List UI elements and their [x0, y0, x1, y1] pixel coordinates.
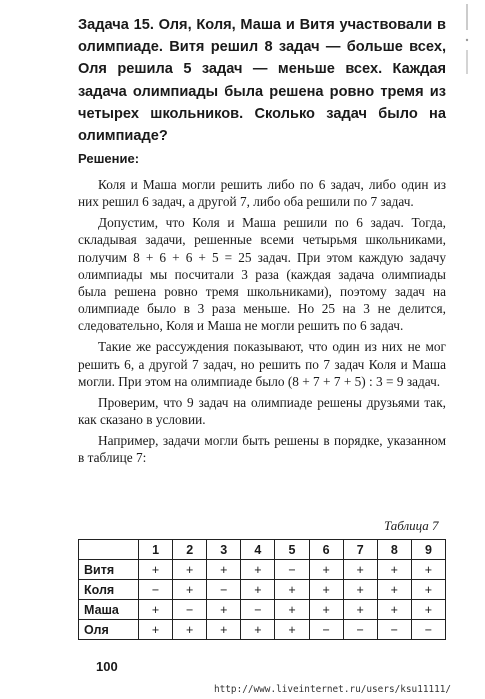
table-caption: Таблица 7 [384, 518, 439, 533]
table-corner-cell [79, 540, 139, 560]
table-cell: + [241, 560, 275, 580]
column-header: 7 [343, 540, 377, 560]
table-cell: + [343, 600, 377, 620]
solution-paragraph: Коля и Маша могли решить либо по 6 задач, либо один из них решил 6 задач, а другой 7, либо оба решили по 7 задач. [78, 177, 446, 210]
problem-statement [78, 14, 446, 147]
row-name: Оля [79, 620, 139, 640]
column-header: 8 [377, 540, 411, 560]
table-cell: + [377, 600, 411, 620]
table-cell: + [411, 580, 445, 600]
table-cell: − [309, 620, 343, 640]
table-header-row [79, 540, 446, 560]
page-number: 100 [96, 659, 118, 674]
column-header: 5 [275, 540, 309, 560]
row-name: Маша [79, 600, 139, 620]
solution-paragraph: Например, задачи могли быть решены в порядке, указанном в таблице 7: [78, 433, 446, 466]
row-name: Коля [79, 580, 139, 600]
table-cell: + [173, 560, 207, 580]
table-cell: + [139, 600, 173, 620]
table-cell: − [377, 620, 411, 640]
solution-heading: Решение: [78, 151, 140, 166]
table-cell: + [309, 560, 343, 580]
row-name: Витя [79, 560, 139, 580]
table-row [79, 620, 446, 640]
table-cell: − [207, 580, 241, 600]
table-cell: + [207, 600, 241, 620]
column-header: 9 [411, 540, 445, 560]
table-cell: − [275, 560, 309, 580]
column-header: 6 [309, 540, 343, 560]
table-cell: + [207, 620, 241, 640]
problem-text: Оля, Коля, Маша и Витя участвовали в олимпиаде. Витя решил 8 задач — больше всех, Оля решила 5 задач — меньше всех. Каждая задача олимпиады была решена ровно тремя из четырех школьников. Сколько задач было на олимпиаде? [78, 17, 446, 145]
table-cell: + [173, 580, 207, 600]
solution-paragraph: Допустим, что Коля и Маша решили по 6 задач. Тогда, складывая задачи, решенные всеми четырьмя школьниками, получим 8 + 6 + 6 + 5 = 25 задач. При этом каждую задачу олимпиады мы посчитали 3 раза (каждая задача олимпиады была решена ровно тремя школьниками), поэтому задач на олимпиаде было в 3 раза меньше. Но 25 на 3 не делится, следовательно, Коля и Маша не могли решить по 6 задач. [78, 215, 446, 334]
table-row [79, 580, 446, 600]
column-header: 2 [173, 540, 207, 560]
solution-body [78, 176, 446, 471]
table-row [79, 600, 446, 620]
table-cell: + [377, 560, 411, 580]
table-cell: + [309, 580, 343, 600]
table-cell: + [343, 560, 377, 580]
solutions-table [78, 539, 446, 640]
solution-paragraph: Проверим, что 9 задач на олимпиаде решены друзьями так, как сказано в условии. [78, 394, 446, 428]
problem-label: Задача 15. [78, 17, 154, 33]
column-header: 3 [207, 540, 241, 560]
solution-paragraph: Такие же рассуждения показывают, что один из них не мог решить 6, а другой 7 задач, но решить по 7 задач Коля и Маша могли. При этом на олимпиаде было (8 + 7 + 7 + 5) : 3 = 9 задач. [78, 339, 446, 389]
table-cell: + [241, 620, 275, 640]
table-cell: + [377, 580, 411, 600]
table-cell: + [241, 580, 275, 600]
table-cell: − [411, 620, 445, 640]
table-cell: − [343, 620, 377, 640]
table-cell: + [343, 580, 377, 600]
table-cell: − [173, 600, 207, 620]
table-cell: + [411, 560, 445, 580]
table-cell: − [139, 580, 173, 600]
table-cell: + [275, 580, 309, 600]
table-cell: + [207, 560, 241, 580]
watermark-url: http://www.liveinternet.ru/users/ksu11111/ [214, 684, 452, 695]
table-row [79, 560, 446, 580]
column-header: 4 [241, 540, 275, 560]
table-cell: + [411, 600, 445, 620]
column-header: 1 [139, 540, 173, 560]
table-cell: + [173, 620, 207, 640]
table-cell: + [309, 600, 343, 620]
table-cell: + [139, 620, 173, 640]
table-cell: − [241, 600, 275, 620]
table-cell: + [275, 620, 309, 640]
table-cell: + [275, 600, 309, 620]
table-cell: + [139, 560, 173, 580]
scan-edge-mark-icon [461, 0, 473, 120]
